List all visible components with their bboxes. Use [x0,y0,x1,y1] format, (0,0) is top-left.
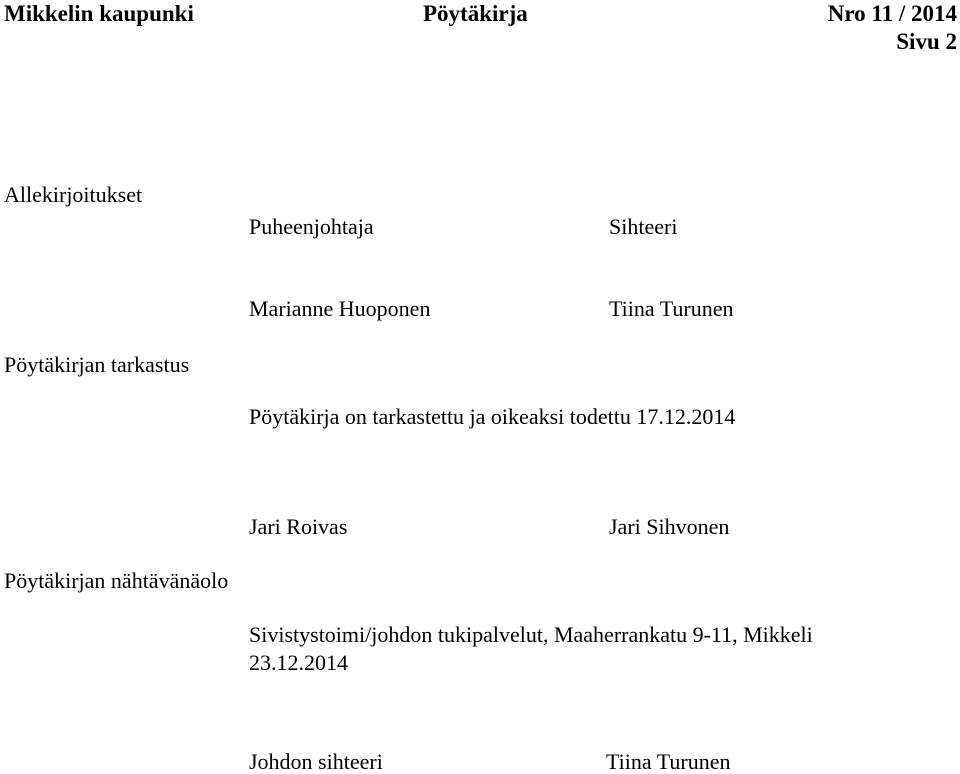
reviewer-name-2: Jari Sihvonen [609,514,730,539]
signer-name: Tiina Turunen [606,749,731,774]
signer-title: Johdon sihteeri [249,749,383,774]
secretary-name: Tiina Turunen [609,296,734,321]
chair-name: Marianne Huoponen [249,296,431,321]
reviewer-name-1: Jari Roivas [249,514,348,539]
display-label: Pöytäkirjan nähtävänäolo [4,568,229,593]
document-number: Nro 11 / 2014 [827,1,957,26]
secretary-role: Sihteeri [609,214,678,239]
review-statement: Pöytäkirja on tarkastettu ja oikeaksi todettu 17.12.2014 [249,404,736,429]
display-date: 23.12.2014 [249,650,348,675]
chair-role: Puheenjohtaja [249,214,374,239]
document-type: Pöytäkirja [423,1,528,26]
signatures-label: Allekirjoitukset [4,182,143,207]
organization-name: Mikkelin kaupunki [4,1,194,26]
display-location: Sivistystoimi/johdon tukipalvelut, Maaherrankatu 9-11, Mikkeli [249,622,813,647]
review-label: Pöytäkirjan tarkastus [4,352,190,377]
page-number: Sivu 2 [896,29,957,54]
